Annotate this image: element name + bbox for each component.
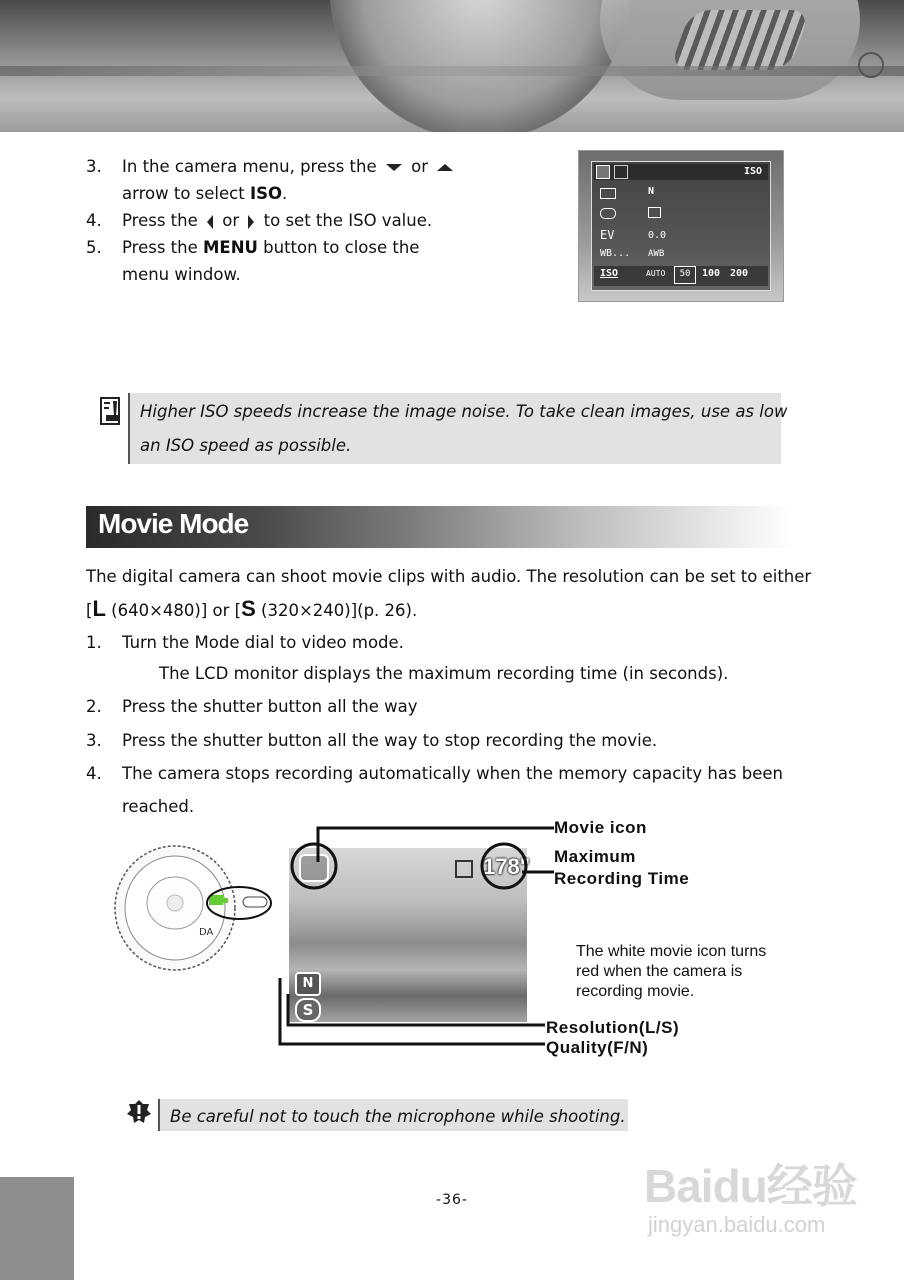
- svg-text:DA: DA: [199, 927, 214, 938]
- recording-time-value: 178": [483, 854, 531, 879]
- page-number: -36-: [436, 1192, 468, 1208]
- label-quality: Quality(F/N): [546, 1038, 649, 1057]
- intro-line-2: [86, 596, 418, 621]
- res-l-text: (640×480)] or [: [105, 601, 242, 620]
- header-banner: [0, 0, 904, 132]
- quality-value: N: [648, 186, 655, 197]
- resolution-callout: [288, 994, 545, 1025]
- metering-icon: [600, 188, 616, 199]
- step-number: 4.: [86, 211, 102, 230]
- large-resolution-icon: L: [92, 596, 106, 621]
- ev-value: 0.0: [648, 230, 667, 241]
- step-4-post: to set the ISO value.: [263, 211, 433, 230]
- size-icon: [648, 207, 661, 218]
- movie-step-3: Press the shutter button all the way to stop recording the movie.: [122, 731, 658, 750]
- step-3-text: [122, 157, 457, 177]
- step-4-pre: Press the: [122, 211, 198, 230]
- ev-label: EV: [600, 228, 615, 242]
- step-number: 2.: [86, 697, 102, 716]
- info-line-3: recording movie.: [576, 983, 695, 1000]
- iso-option-auto[interactable]: AUTO: [646, 269, 666, 278]
- label-resolution: Resolution(L/S): [546, 1018, 680, 1037]
- caution-box: [158, 1099, 628, 1131]
- step-3-pre: In the camera menu, press the: [122, 157, 377, 176]
- step-5-post: button to close the: [257, 238, 420, 257]
- movie-icon-callout: [318, 828, 554, 862]
- header-band: [0, 66, 904, 76]
- wb-label: WB...: [600, 248, 631, 259]
- iso-option-100[interactable]: 100: [702, 268, 721, 279]
- quality-callout: [280, 978, 545, 1044]
- movie-step-4: The camera stops recording automatically when the memory capacity has been: [122, 764, 784, 783]
- step-3-or: or: [411, 157, 429, 176]
- step-number: 1.: [86, 633, 102, 652]
- iso-menu-title: ISO: [744, 166, 763, 177]
- info-line-2: red when the camera is: [576, 963, 743, 980]
- drive-icon: [600, 208, 616, 219]
- step-5-pre: Press the: [122, 238, 203, 257]
- quality-icon: N: [295, 972, 321, 996]
- movie-step-1-detail: The LCD monitor displays the maximum recording time (in seconds).: [159, 664, 729, 683]
- movie-step-2: Press the shutter button all the way: [122, 697, 418, 716]
- step-4-text: [122, 211, 432, 231]
- step-3-line2: [122, 184, 287, 204]
- label-max-time-2: Recording Time: [554, 869, 690, 888]
- section-title: Movie Mode: [98, 508, 249, 539]
- left-arrow-icon: [207, 215, 213, 229]
- step-5-line2: menu window.: [122, 265, 241, 284]
- caution-icon: [126, 1099, 152, 1125]
- setup-tab-icon: [614, 165, 628, 179]
- label-max-time-1: Maximum: [554, 847, 636, 866]
- label-movie-icon: Movie icon: [554, 818, 647, 837]
- step-number: 3.: [86, 157, 102, 176]
- iso-option-200[interactable]: 200: [730, 268, 749, 279]
- info-line-1: The white movie icon turns: [576, 943, 767, 960]
- camera-tab-icon: [596, 165, 610, 179]
- note-box: [128, 393, 788, 464]
- iso-row-label: ISO: [600, 268, 619, 279]
- power-icon: [858, 52, 884, 78]
- movie-step-4-cont: reached.: [122, 797, 195, 816]
- watermark-url: jingyan.baidu.com: [648, 1212, 826, 1237]
- watermark-brand: Baidu经验: [644, 1160, 857, 1212]
- iso-option-50[interactable]: 50: [674, 266, 696, 284]
- iso-bold: ISO: [249, 184, 283, 203]
- wb-value: AWB: [648, 249, 665, 259]
- step-number: 5.: [86, 238, 102, 257]
- bracket: [: [86, 601, 93, 620]
- note-text: [130, 393, 788, 463]
- callout-lines: [270, 818, 560, 1058]
- iso-menu-panel: [591, 161, 771, 291]
- note-icon: [100, 395, 122, 427]
- step-4-or: or: [222, 211, 240, 230]
- menu-bold: MENU: [203, 238, 258, 257]
- note-line-2: an ISO speed as possible.: [140, 436, 352, 455]
- step-number: 3.: [86, 731, 102, 750]
- up-arrow-icon: [437, 164, 453, 171]
- down-arrow-icon: [386, 164, 402, 171]
- res-s-text: (320×240)](p. 26).: [255, 601, 418, 620]
- mode-dial-illustration: [113, 843, 273, 973]
- movie-step-1: Turn the Mode dial to video mode.: [122, 633, 404, 652]
- right-arrow-icon: [248, 215, 254, 229]
- step-5-text: [122, 238, 419, 258]
- step-number: 4.: [86, 764, 102, 783]
- iso-menu-screenshot: [578, 150, 784, 302]
- step-3-line2-pre: arrow to select: [122, 184, 250, 203]
- intro-line-1: The digital camera can shoot movie clips with audio. The resolution can be set to either: [86, 567, 812, 586]
- caution-text: Be careful not to touch the microphone while shooting.: [170, 1107, 626, 1126]
- resolution-icon: S: [295, 998, 321, 1022]
- note-line-1: Higher ISO speeds increase the image noise. To take clean images, use as low: [140, 402, 788, 421]
- step-3-line2-post: .: [282, 184, 288, 203]
- small-resolution-icon: S: [241, 596, 256, 621]
